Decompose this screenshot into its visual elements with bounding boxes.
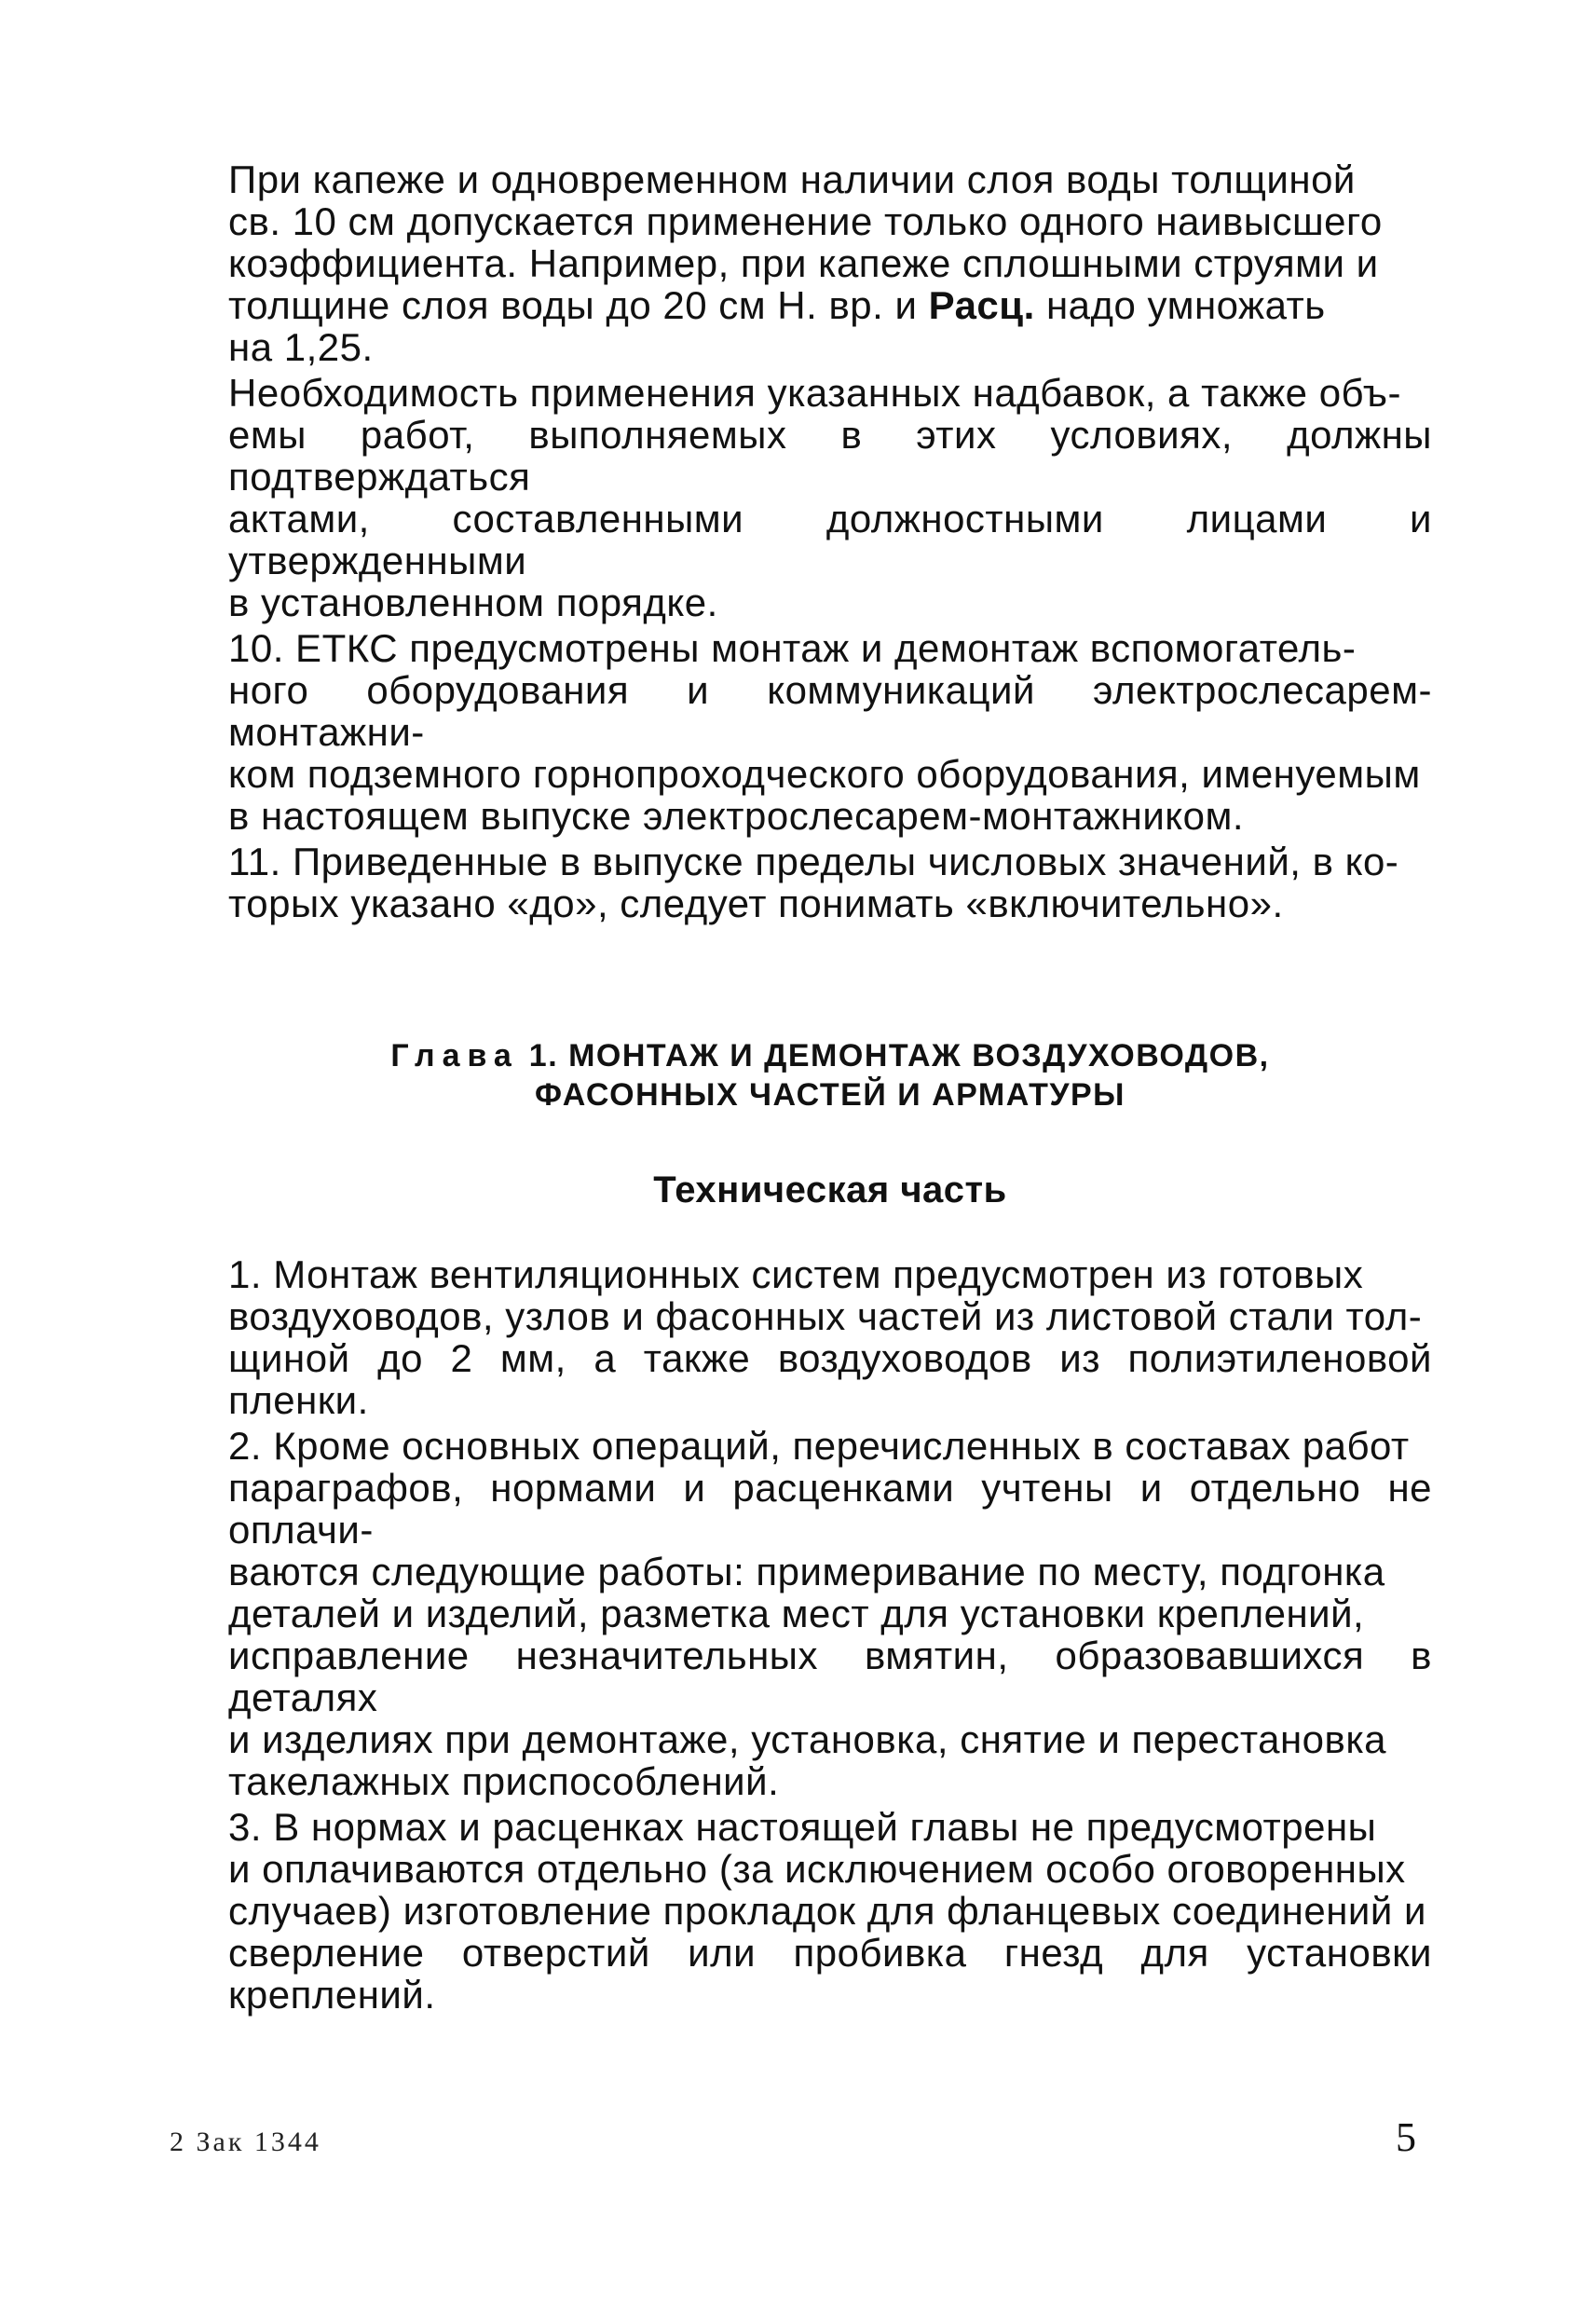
page-number: 5 xyxy=(1396,2114,1416,2160)
tech-item-1 xyxy=(228,1253,1432,1421)
text-line: в настоящем выпуске электрослесарем-монтажником. xyxy=(228,794,1245,838)
text-line: и оплачиваются отдельно (за исключением особо оговоренных xyxy=(228,1847,1406,1891)
chapter-heading xyxy=(228,1036,1432,1114)
text-line: ком подземного горнопроходческого оборудования, именуемым xyxy=(228,752,1421,796)
text-line: актами, составленными должностными лицами и утвержденными xyxy=(228,497,1432,582)
paragraph-capezh xyxy=(228,158,1432,368)
text-line: коэффициента. Например, при капеже сплошными струями и xyxy=(228,241,1379,285)
chapter-label: Глава xyxy=(390,1038,519,1073)
text-line: в установленном порядке. xyxy=(228,581,718,624)
section-title: Техническая часть xyxy=(653,1169,1007,1210)
text-line-with-bold xyxy=(228,284,1432,326)
text-line: 1. Монтаж вентиляционных систем предусмотрен из готовых xyxy=(228,1252,1364,1296)
bold-term: Расц. xyxy=(928,283,1035,327)
text-fragment: толщине слоя воды до 20 см Н. вр. и xyxy=(228,283,929,327)
text-line: ваются следующие работы: примеривание по месту, подгонка xyxy=(228,1550,1385,1593)
text-line: и изделиях при демонтаже, установка, снятие и перестановка xyxy=(228,1717,1386,1761)
paragraph-11 xyxy=(228,841,1432,924)
text-line: воздуховодов, узлов и фасонных частей из листовой стали тол- xyxy=(228,1294,1423,1338)
text-fragment: надо умножать xyxy=(1034,283,1326,327)
text-line: сверление отверстий или пробивка гнезд для установки креплений. xyxy=(228,1931,1432,2017)
chapter-title-part-1: 1. МОНТАЖ И ДЕМОНТАЖ ВОЗДУХОВОДОВ, xyxy=(518,1038,1270,1073)
document-page xyxy=(228,158,1432,2016)
text-line: емы работ, выполняемых в этих условиях, должны подтверждаться xyxy=(228,413,1432,499)
chapter-title-part-2: ФАСОННЫХ ЧАСТЕЙ И АРМАТУРЫ xyxy=(535,1077,1125,1113)
tech-item-2 xyxy=(228,1425,1432,1802)
chapter-heading-line-1 xyxy=(228,1036,1432,1075)
text-line: 2. Кроме основных операций, перечисленных в составах работ xyxy=(228,1424,1410,1468)
text-line: торых указано «до», следует понимать «включительно». xyxy=(228,882,1284,925)
text-line: ного оборудования и коммуникаций электрослесарем-монтажни- xyxy=(228,668,1432,754)
text-line: случаев) изготовление прокладок для фланцевых соединений и xyxy=(228,1889,1426,1933)
text-line: параграфов, нормами и расценками учтены и отдельно не оплачи- xyxy=(228,1466,1432,1552)
text-line: такелажных приспособлений. xyxy=(228,1759,780,1803)
text-line: 11. Приведенные в выпуске пределы числовых значений, в ко- xyxy=(228,840,1399,883)
tech-item-3 xyxy=(228,1806,1432,2016)
print-order-mark: 2 Зак 1344 xyxy=(170,2126,321,2157)
paragraph-10 xyxy=(228,627,1432,837)
paragraph-neobkhodimost xyxy=(228,372,1432,623)
text-line: 10. ЕТКС предусмотрены монтаж и демонтаж вспомогатель- xyxy=(228,626,1357,670)
text-line: 3. В нормах и расценках настоящей главы не предусмотрены xyxy=(228,1805,1377,1849)
text-line: св. 10 см допускается применение только одного наивысшего xyxy=(228,199,1383,243)
text-line: При капеже и одновременном наличии слоя воды толщиной xyxy=(228,157,1356,201)
text-line: исправление незначительных вмятин, образовавшихся в деталях xyxy=(228,1634,1432,1719)
text-line: деталей и изделий, разметка мест для установки креплений, xyxy=(228,1592,1365,1635)
text-line: на 1,25. xyxy=(228,325,374,369)
text-line: Необходимость применения указанных надбавок, а также объ- xyxy=(228,371,1401,415)
text-line: щиной до 2 мм, а также воздуховодов из полиэтиленовой пленки. xyxy=(228,1336,1432,1422)
